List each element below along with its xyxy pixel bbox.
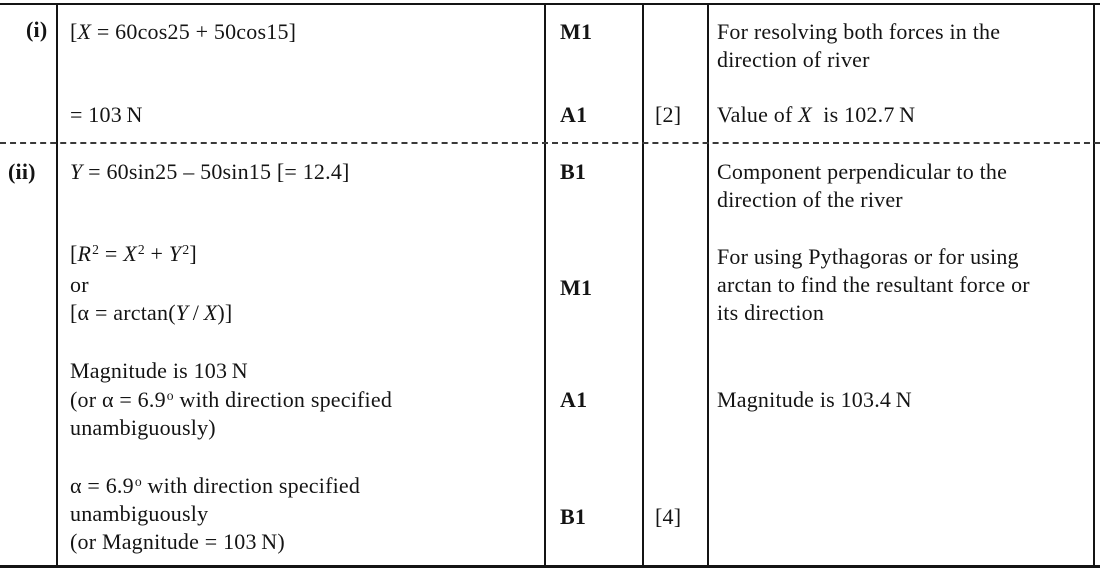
- working-line-seg: X: [123, 241, 137, 266]
- working-line: [70, 240, 197, 271]
- comment-line: [717, 101, 915, 129]
- working-line-seg: o: [134, 473, 142, 489]
- working-line: [70, 528, 285, 556]
- comment-line: [717, 158, 1007, 186]
- working-line-seg: Y: [70, 159, 83, 184]
- working-line-seg: Y: [175, 300, 189, 325]
- working-line: [70, 101, 143, 129]
- working-line-seg: Y: [168, 241, 182, 266]
- working-line: [70, 386, 392, 417]
- column-divider-marks: [544, 4, 546, 566]
- mark-code: [560, 18, 592, 46]
- comment-line-seg: direction of the river: [717, 187, 903, 212]
- column-divider-part: [56, 4, 58, 566]
- working-line-seg: o: [166, 387, 174, 403]
- mark-code: [560, 158, 586, 186]
- comment-line-seg: is 102.7 N: [811, 102, 916, 127]
- part-label-seg: (ii): [8, 159, 36, 184]
- comment-line: [717, 243, 1019, 271]
- working-line: [70, 357, 248, 385]
- comment-line: [717, 386, 912, 414]
- mark-code-seg: M1: [560, 275, 593, 300]
- working-line-seg: with direction specified: [173, 387, 393, 412]
- mark-code-seg: A1: [560, 102, 588, 127]
- mark-code: [560, 101, 587, 129]
- mark-code-seg: B1: [560, 159, 587, 184]
- working-line-seg: or: [70, 272, 89, 297]
- working-line-seg: ]: [189, 241, 197, 266]
- mark-code-seg: A1: [560, 387, 588, 412]
- mark-code: [560, 503, 586, 531]
- working-line-seg: Magnitude is 103 N: [70, 358, 248, 383]
- comment-line-seg: For resolving both forces in the: [717, 19, 1001, 44]
- working-line-seg: X: [203, 300, 218, 325]
- working-line-seg: 2: [182, 241, 190, 257]
- comment-line-seg: Value of: [717, 102, 799, 127]
- table-border-right: [1093, 4, 1095, 566]
- comment-line: [717, 271, 1030, 299]
- working-line-seg: (or α = 6.9: [70, 387, 166, 412]
- comment-line-seg: its direction: [717, 300, 825, 325]
- total-marks-seg: [4]: [655, 504, 682, 529]
- working-line-seg: R: [77, 241, 92, 266]
- working-line-seg: )]: [217, 300, 233, 325]
- working-line-seg: 2: [137, 241, 145, 257]
- comment-line-seg: direction of river: [717, 47, 870, 72]
- mark-code: [560, 386, 587, 414]
- table-border-bottom: [0, 565, 1100, 568]
- working-line: [70, 158, 350, 186]
- working-line-seg: (or Magnitude = 103 N): [70, 529, 285, 554]
- total-marks: [655, 503, 681, 531]
- working-line: [70, 271, 89, 299]
- working-line-seg: unambiguously): [70, 415, 216, 440]
- part-label-seg: (i): [26, 17, 48, 42]
- working-line-seg: = 103 N: [70, 102, 143, 127]
- working-line-seg: +: [144, 241, 169, 266]
- total-marks-seg: [2]: [655, 102, 682, 127]
- column-divider-total: [642, 4, 644, 566]
- comment-line-seg: Magnitude is 103.4 N: [717, 387, 912, 412]
- comment-line-seg: arctan to find the resultant force or: [717, 272, 1030, 297]
- comment-line-seg: X: [798, 102, 812, 127]
- comment-line: [717, 46, 870, 74]
- working-line-seg: = 60sin25 – 50sin15 [= 12.4]: [82, 159, 350, 184]
- table-border-top: [0, 3, 1100, 5]
- working-line: [70, 299, 232, 327]
- mark-code-seg: M1: [560, 19, 593, 44]
- comment-line: [717, 186, 903, 214]
- working-line-seg: = 60cos25 + 50cos15]: [91, 19, 297, 44]
- total-marks: [655, 101, 681, 129]
- part-label: [8, 158, 36, 186]
- column-divider-comments: [707, 4, 709, 566]
- comment-line: [717, 18, 1000, 46]
- working-line-seg: [: [70, 241, 78, 266]
- working-line: [70, 500, 208, 528]
- mark-code-seg: B1: [560, 504, 587, 529]
- working-line: [70, 414, 216, 442]
- comment-line-seg: Component perpendicular to the: [717, 159, 1008, 184]
- working-line-seg: unambiguously: [70, 501, 209, 526]
- working-line-seg: =: [99, 241, 124, 266]
- working-line-seg: 2: [92, 241, 100, 257]
- mark-code: [560, 274, 592, 302]
- working-line-seg: α = 6.9: [70, 473, 134, 498]
- working-line: [70, 472, 360, 503]
- working-line: [70, 18, 296, 46]
- comment-line: [717, 299, 824, 327]
- comment-line-seg: For using Pythagoras or for using: [717, 244, 1019, 269]
- working-line-seg: X: [77, 19, 92, 44]
- working-line-seg: with direction specified: [141, 473, 361, 498]
- row-divider-dashed: [0, 142, 1100, 144]
- working-line-seg: /: [188, 300, 204, 325]
- working-line-seg: [α = arctan(: [70, 300, 176, 325]
- part-label: [26, 16, 47, 44]
- working-line-seg: [: [70, 19, 78, 44]
